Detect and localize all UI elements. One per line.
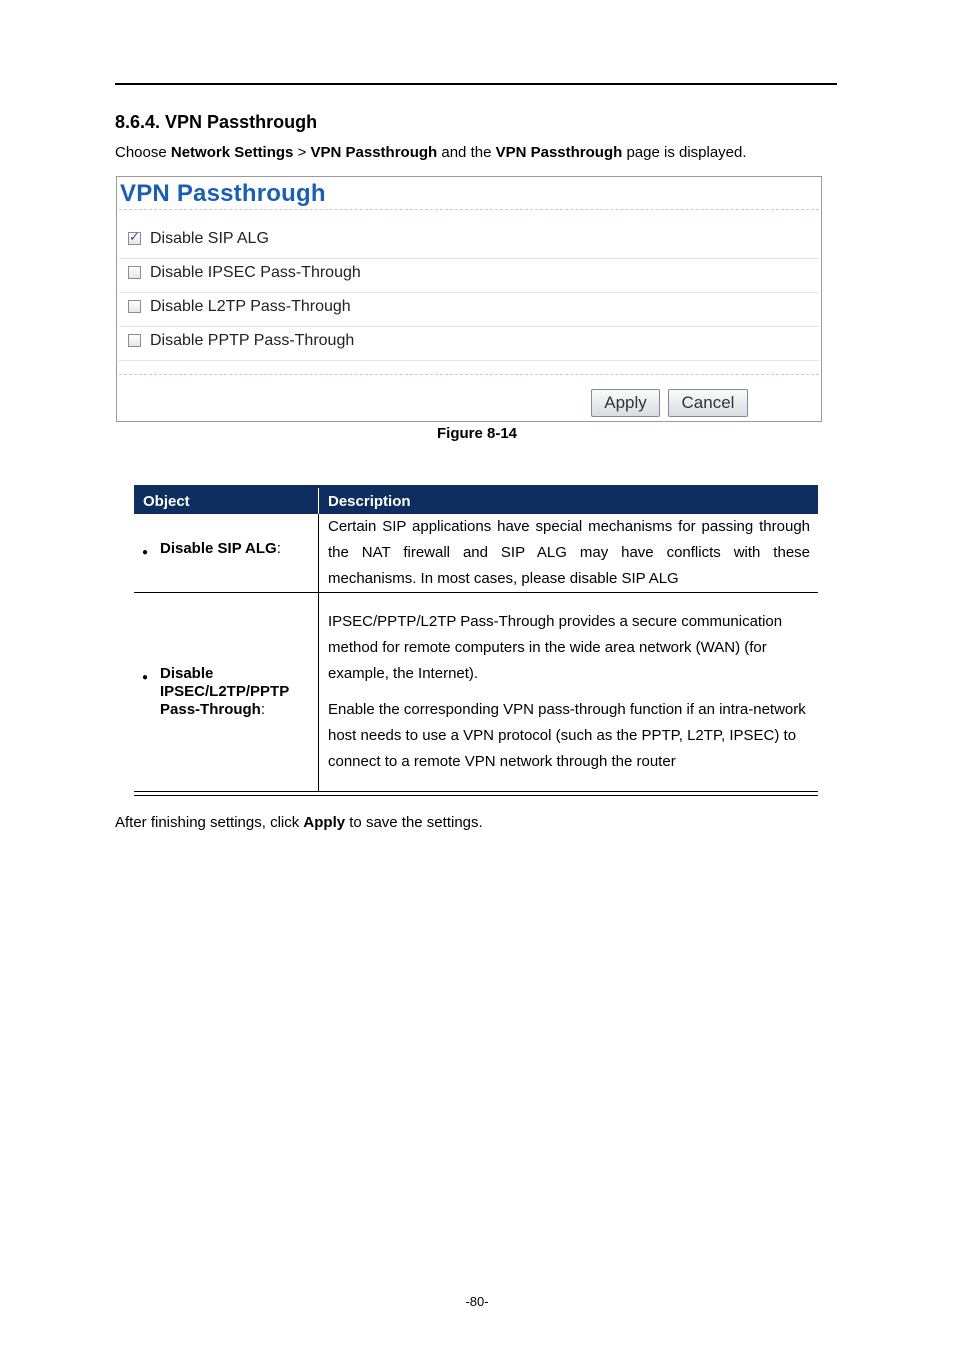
l2tp-label: Disable L2TP Pass-Through: [150, 298, 351, 315]
object-cell: [134, 593, 319, 792]
description-table: [134, 485, 818, 796]
pptp-label: Disable PPTP Pass-Through: [150, 332, 355, 349]
panel-title: VPN Passthrough: [120, 180, 326, 207]
description-cell: [319, 593, 819, 792]
option-row-l2tp: [119, 292, 819, 327]
description-text: Certain SIP applications have special mechanisms for passing through the NAT firewall and SIP ALG may have conflicts with these mechanisms. In most cases, please disable SIP ALG: [328, 518, 810, 587]
table-header-row: [134, 487, 818, 515]
panel-bottom-divider: [119, 374, 819, 375]
object-name: Disable IPSEC/L2TP/PPTP Pass-Through:: [160, 665, 290, 718]
header-description: Description: [319, 487, 819, 515]
option-row-pptp: [119, 326, 819, 361]
sip-alg-label: Disable SIP ALG: [150, 230, 269, 247]
ipsec-checkbox[interactable]: [128, 266, 141, 279]
option-row-ipsec: [119, 258, 819, 293]
panel-title-divider: [119, 209, 819, 210]
l2tp-checkbox[interactable]: [128, 300, 141, 313]
bullet-icon: ●: [142, 547, 149, 558]
sip-alg-checkbox[interactable]: [128, 232, 141, 245]
description-cell: [319, 514, 819, 593]
vpn-passthrough-panel: [116, 176, 822, 422]
option-row-sip-alg: [119, 224, 819, 259]
bullet-icon: ●: [142, 672, 149, 683]
description-text: Enable the corresponding VPN pass-through function if an intra-network host needs to use a VPN protocol (such as the PPTP, L2TP, IPSEC) to connect to a remote VPN network through the router: [328, 701, 806, 770]
after-text: After finishing settings, click Apply to save the settings.: [115, 814, 483, 831]
figure-caption: Figure 8-14: [436, 425, 518, 442]
intro-text: Choose Network Settings > VPN Passthrough and the VPN Passthrough page is displayed.: [115, 144, 747, 161]
object-name: Disable SIP ALG:: [160, 540, 281, 557]
apply-button[interactable]: Apply: [591, 389, 660, 417]
table-row: [134, 593, 818, 792]
table-bottom-rule: [134, 791, 818, 796]
section-title: 8.6.4. VPN Passthrough: [115, 112, 318, 132]
header-rule: [115, 83, 837, 85]
table-row: [134, 514, 818, 593]
ipsec-label: Disable IPSEC Pass-Through: [150, 264, 361, 281]
description-text: IPSEC/PPTP/L2TP Pass-Through provides a secure communication method for remote computers in the wide area network (WAN) (for example, the Internet).: [328, 613, 783, 682]
object-cell: [134, 514, 319, 593]
header-object: Object: [134, 487, 319, 515]
pptp-checkbox[interactable]: [128, 334, 141, 347]
page-number: -80-: [465, 1294, 489, 1309]
cancel-button[interactable]: Cancel: [668, 389, 748, 417]
